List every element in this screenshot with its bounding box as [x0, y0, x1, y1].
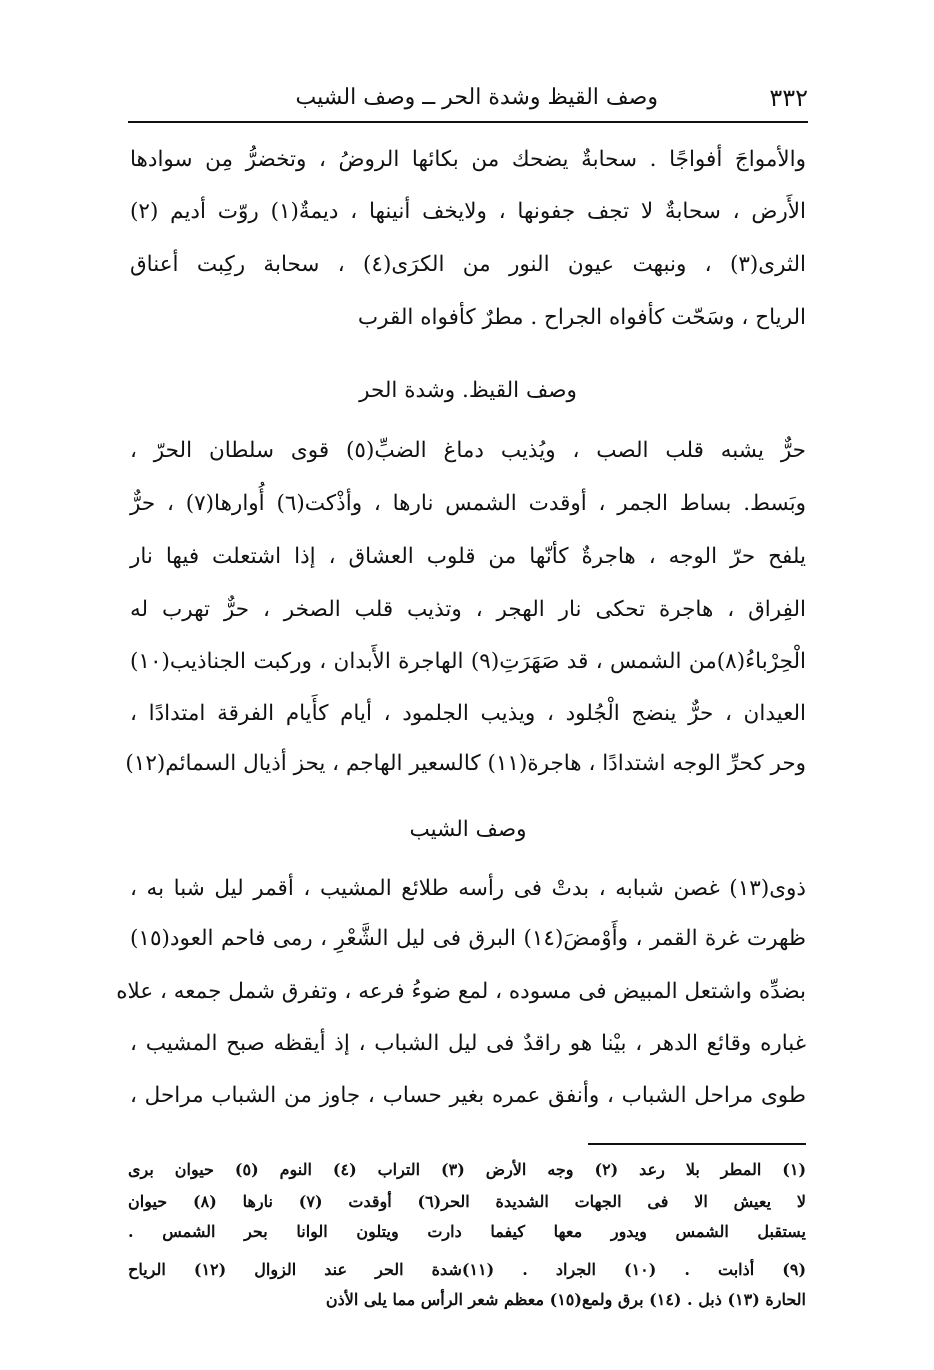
footnote-line: يستقبل الشمس ويدور معها كيفما دارت ويتلون الوانا بحر الشمس .: [128, 1222, 806, 1241]
text-line: بضدِّه واشتعل المبيض فى مسوده ، لمع ضوءُ فرعه ، وتفرق شمل جمعه ، علاه: [116, 979, 806, 1004]
text-line: والأمواجَ أفواجًا . سحابةٌ يضحك من بكائها الروضُ ، وتخضرُّ مِن سوادها: [130, 147, 806, 172]
text-line: يلفح حرّ الوجه ، هاجرةٌ كأنّها من قلوب العشاق ، إذا اشتعلت فيها نار: [130, 544, 806, 569]
text-line: الْحِرْباءُ(٨)من الشمس ، قد صَهَرَتِ(٩) الهاجرة الأَبدان ، وركبت الجناذيب(١٠): [130, 649, 806, 674]
text-line: ظهرت غرة القمر ، وأَوْمضَ(١٤) البرق فى ليل الشَّعْرِ ، رمى فاحم العود(١٥): [130, 926, 806, 951]
section-heading: وصف الشيب: [409, 817, 527, 842]
text-line: وحر كحرِّ الوجه اشتدادًا ، هاجرة(١١) كالسعير الهاجم ، يحز أذيال السمائم(١٢): [125, 751, 806, 776]
text-line: طوى مراحل الشباب ، وأنفق عمره بغير حساب ، جاوز من الشباب مراحل ،: [130, 1083, 806, 1108]
text-line: الرياح ، وسَحّت كأفواه الجراح . مطرٌ كأفواه القرب: [357, 305, 806, 330]
header-rule: [128, 121, 808, 123]
footnote-line: لا يعيش الا فى الجهات الشديدة الحر(٦) أوقدت (٧) نارها (٨) حيوان: [128, 1192, 807, 1211]
text-line: الأَرض ، سحابةٌ لا تجف جفونها ، ولايخف أنينها ، ديمةٌ(١) روّت أديم (٢): [130, 199, 807, 224]
section-heading: وصف القيظ. وشدة الحر: [359, 378, 577, 403]
text-line: ذوى(١٣) غصن شبابه ، بدتْ فى رأسه طلائع المشيب ، أقمر ليل شبا به ،: [130, 876, 806, 901]
text-line: العيدان ، حرٌّ ينضج الْجُلود ، ويذيب الجلمود ، أيام كأَيام الفرقة امتدادًا ،: [130, 701, 806, 726]
text-line: وبَسط. بساط الجمر ، أوقدت الشمس نارها ، وأذْكت(٦) أُوارها(٧) ، حرٌّ: [130, 491, 806, 516]
text-line: غباره وقائع الدهر ، بيْنا هو راقدٌ فى ليل الشباب ، إذ أيقظه صبح المشيب ،: [130, 1031, 806, 1056]
text-line: حرٌّ يشبه قلب الصب ، ويُذيب دماغ الضبِّ(٥) قوى سلطان الحرّ ،: [130, 438, 806, 463]
footnote-rule: [588, 1143, 806, 1145]
text-line: الفِراق ، هاجرة تحكى نار الهجر ، وتذيب قلب الصخر ، حرٌّ تهرب له: [130, 597, 806, 622]
footnote-line: الحارة (١٣) ذبل . (١٤) برق ولمع(١٥) معظم شعر الرأس مما يلى الأذن: [325, 1290, 806, 1309]
page-number: ٣٣٢: [769, 84, 808, 112]
running-header: [128, 78, 808, 118]
text-line: الثرى(٣) ، ونبهت عيون النور من الكرَى(٤) ، سحابة ركِبت أعناق: [130, 252, 806, 277]
footnote-line: (٩) أذابت . (١٠) الجراد . (١١)شدة الحر عند الزوال (١٢) الرياح: [128, 1260, 807, 1279]
running-title: وصف القيظ وشدة الحر ــ وصف الشيب: [295, 85, 658, 110]
footnote-line: (١) المطر بلا رعد (٢) وجه الأرض (٣) التراب (٤) النوم (٥) حيوان برى: [128, 1160, 807, 1179]
